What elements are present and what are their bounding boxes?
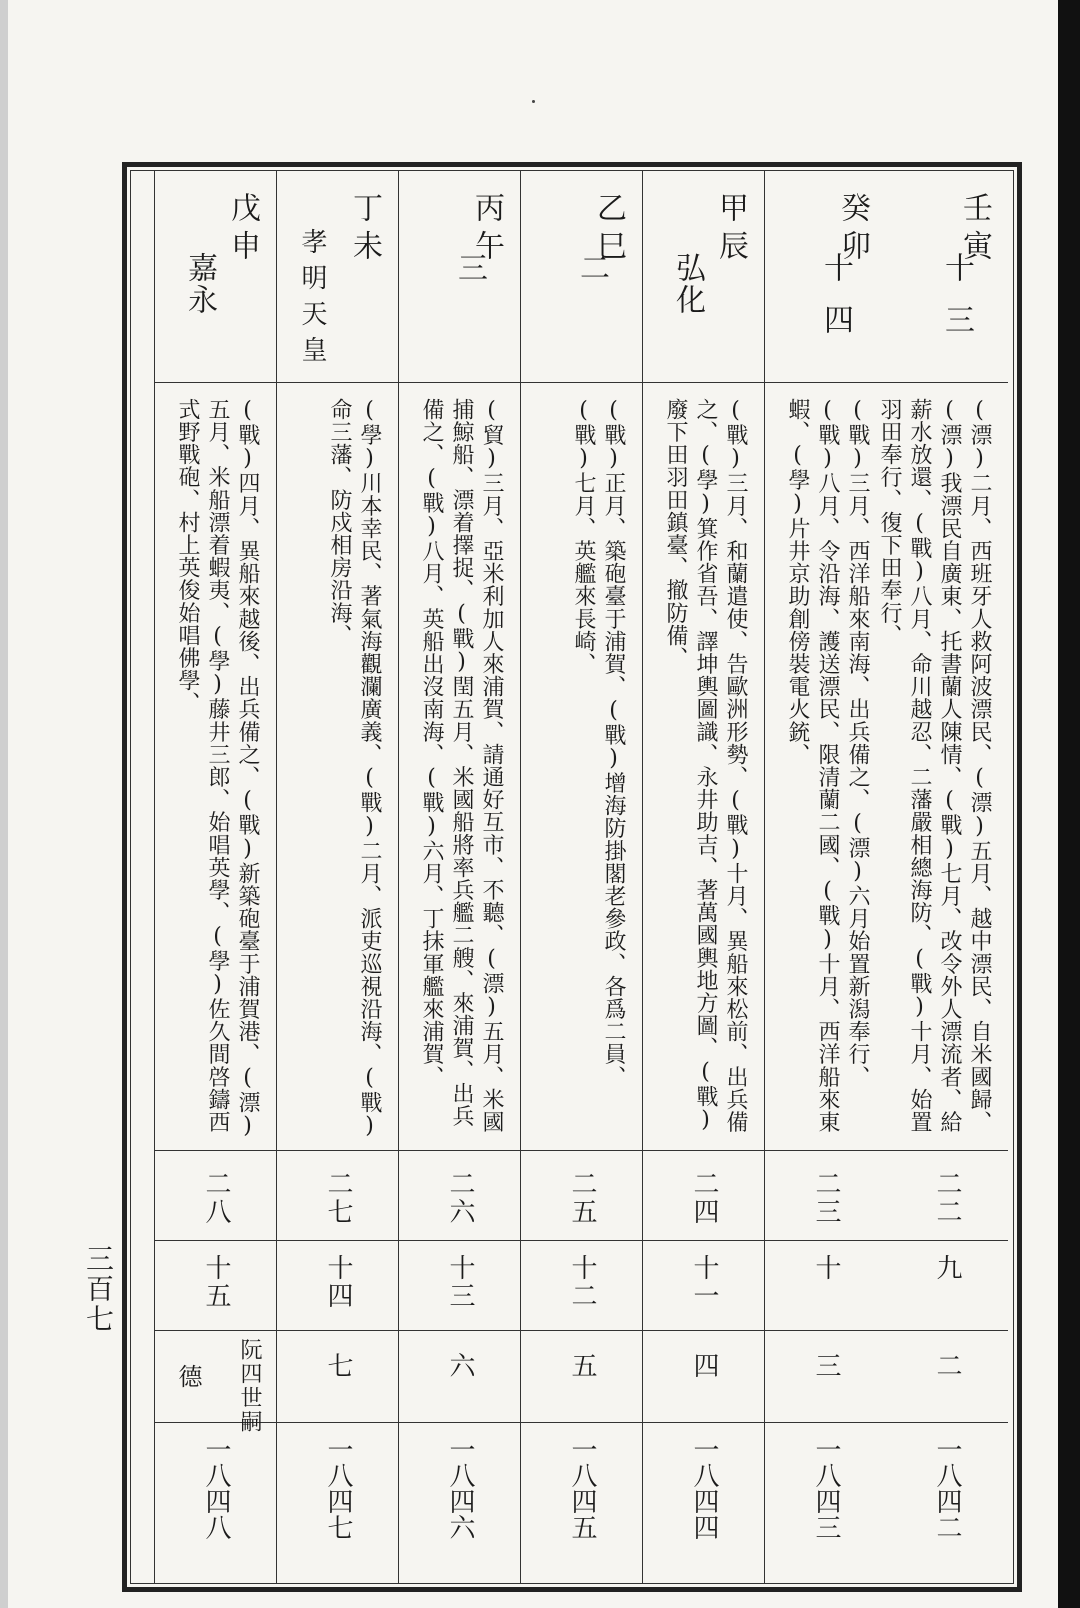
count-cell: 二二 <box>932 1170 962 1226</box>
sexagenary-label: 丁未 <box>347 192 382 268</box>
binding-edge <box>1058 0 1080 1608</box>
year-column <box>764 170 886 1584</box>
events-text: (戰)正月、築砲臺于浦賀、(戰)增海防掛閣老參政、各爲二員、(戰)七月、英艦來長崎、 <box>571 398 626 1088</box>
count-cell: 六 <box>445 1352 475 1380</box>
row-divider <box>155 1330 276 1331</box>
emperor-name: 孝明天皇 <box>297 228 327 372</box>
western-year: 一八四七 <box>323 1436 353 1540</box>
western-year: 一八四三 <box>811 1436 841 1540</box>
row-divider <box>643 1330 764 1331</box>
era-name: 弘化 <box>670 252 705 316</box>
events-text: (戰)三月、西洋船來南海、出兵備之、(漂)六月始置新潟奉行、(戰)八月、令沿海、護送漂民、限清蘭二國、(戰)十月、西洋船來東蝦、(學)片井京助創傍裝電火銃、 <box>785 398 870 1134</box>
row-divider <box>643 1240 764 1241</box>
western-year: 一八四六 <box>445 1436 475 1540</box>
row-divider <box>886 1330 1008 1331</box>
row-divider <box>521 1150 642 1151</box>
scan-margin-rule <box>0 0 8 1608</box>
row-divider <box>643 382 764 383</box>
western-year: 一八四八 <box>201 1436 231 1540</box>
count-cell: 十四 <box>323 1254 353 1310</box>
count-cell: 二 <box>932 1352 962 1380</box>
row-divider <box>521 1422 642 1423</box>
row-divider <box>643 1150 764 1151</box>
row-divider <box>521 1330 642 1331</box>
count-cell: 二七 <box>323 1170 353 1226</box>
row-divider <box>399 1330 520 1331</box>
reign-year: 十三 <box>939 252 974 356</box>
events-text: (漂)二月、西班牙人救阿波漂民、(漂)五月、越中漂民、自米國歸、(漂)我漂民自廣東、托書蘭人陳情、(戰)七月、改令外人漂流者、給薪水放還、(戰)八月、命川越忍、二藩嚴相總海防、(戰)十月、始置羽田奉行、復下田奉行、 <box>877 398 992 1134</box>
count-cell: 十一 <box>689 1254 719 1310</box>
count-cell: 五 <box>567 1352 597 1380</box>
count-cell: 四 <box>689 1352 719 1380</box>
sexagenary-label: 乙巳 <box>591 192 626 268</box>
row-divider <box>886 1240 1008 1241</box>
count-cell: 七 <box>323 1352 353 1380</box>
count-cell: 二三 <box>811 1170 841 1226</box>
count-cell: 三 <box>811 1352 841 1380</box>
western-year: 一八四五 <box>567 1436 597 1540</box>
row-divider <box>521 1240 642 1241</box>
count-cell: 二四 <box>689 1170 719 1226</box>
row-divider <box>399 1422 520 1423</box>
reign-year: 三 <box>452 252 487 304</box>
row-divider <box>765 1150 886 1151</box>
row-divider <box>399 382 520 383</box>
row-divider <box>155 1150 276 1151</box>
row-divider <box>155 382 276 383</box>
row-divider <box>399 1240 520 1241</box>
reign-year: 二 <box>574 252 609 304</box>
row-divider <box>277 1150 398 1151</box>
scan-speck <box>532 100 535 103</box>
row-divider <box>277 1330 398 1331</box>
western-year: 一八四四 <box>689 1436 719 1540</box>
sexagenary-label: 癸卯 <box>835 192 870 268</box>
year-column <box>642 170 764 1584</box>
row-divider <box>277 382 398 383</box>
events-text: (戰)三月、和蘭遣使、告歐洲形勢、(戰)十月、異船來松前、出兵備之、(學)箕作省吾、譯坤輿圖識、永井助吉、著萬國輿地方圖、(戰)廢下田羽田鎮臺、撤防備、 <box>663 398 748 1134</box>
year-column <box>877 170 1008 1584</box>
count-cell: 十五 <box>201 1254 231 1310</box>
sexagenary-label: 戊申 <box>225 192 260 268</box>
western-year: 一八四二 <box>932 1436 962 1540</box>
count-cell-main: 德 <box>174 1364 202 1390</box>
row-divider <box>765 1422 886 1423</box>
row-divider <box>765 1240 886 1241</box>
events-text: (學)川本幸民、著氣海觀瀾廣義、(戰)二月、派吏巡視沿海、(戰)命三藩、防戍相房沿海、 <box>327 398 382 1140</box>
sexagenary-label: 丙午 <box>469 192 504 268</box>
row-divider <box>886 382 1008 383</box>
row-divider <box>155 1240 276 1241</box>
sexagenary-label: 壬寅 <box>957 192 992 268</box>
row-divider <box>277 1422 398 1423</box>
count-cell: 二八 <box>201 1170 231 1226</box>
count-cell: 二六 <box>445 1170 475 1226</box>
row-divider <box>886 1150 1008 1151</box>
sexagenary-label: 甲辰 <box>713 192 748 268</box>
count-cell: 十二 <box>567 1254 597 1310</box>
reign-year: 十四 <box>818 252 853 356</box>
row-divider <box>886 1422 1008 1423</box>
row-divider <box>277 1240 398 1241</box>
row-divider <box>399 1150 520 1151</box>
events-text: (戰)四月、異船來越後、出兵備之、(戰)新築砲臺于浦賀港、(漂)五月、米船漂着蝦夷、(學)藤井三郎、始唱英學、(學)佐久間啓鑄西式野戰砲、村上英俊始唱佛學、 <box>175 398 260 1140</box>
era-name: 嘉永 <box>182 252 217 316</box>
count-cell: 十 <box>811 1254 841 1282</box>
count-cell: 十三 <box>445 1254 475 1310</box>
year-column <box>398 170 520 1584</box>
events-text: (貿)三月、亞米利加人來浦賀、請通好互市、不聽、(漂)五月、米國捕鯨船、漂着擇捉、(戰)閏五月、米國船將率兵艦二艘、來浦賀、出兵備之、(戰)八月、英船出沒南海、(戰)六月、丁抹軍艦來浦賀、 <box>419 398 504 1134</box>
count-cell: 九 <box>932 1254 962 1282</box>
row-divider <box>521 382 642 383</box>
year-column <box>276 170 398 1584</box>
count-cell-sub: 阮四世嗣 <box>237 1338 262 1434</box>
year-column <box>520 170 642 1584</box>
count-cell: 二五 <box>567 1170 597 1226</box>
row-divider <box>765 382 886 383</box>
page-number: 三百七 <box>82 1244 115 1334</box>
row-divider <box>765 1330 886 1331</box>
year-column <box>154 170 276 1584</box>
row-divider <box>643 1422 764 1423</box>
